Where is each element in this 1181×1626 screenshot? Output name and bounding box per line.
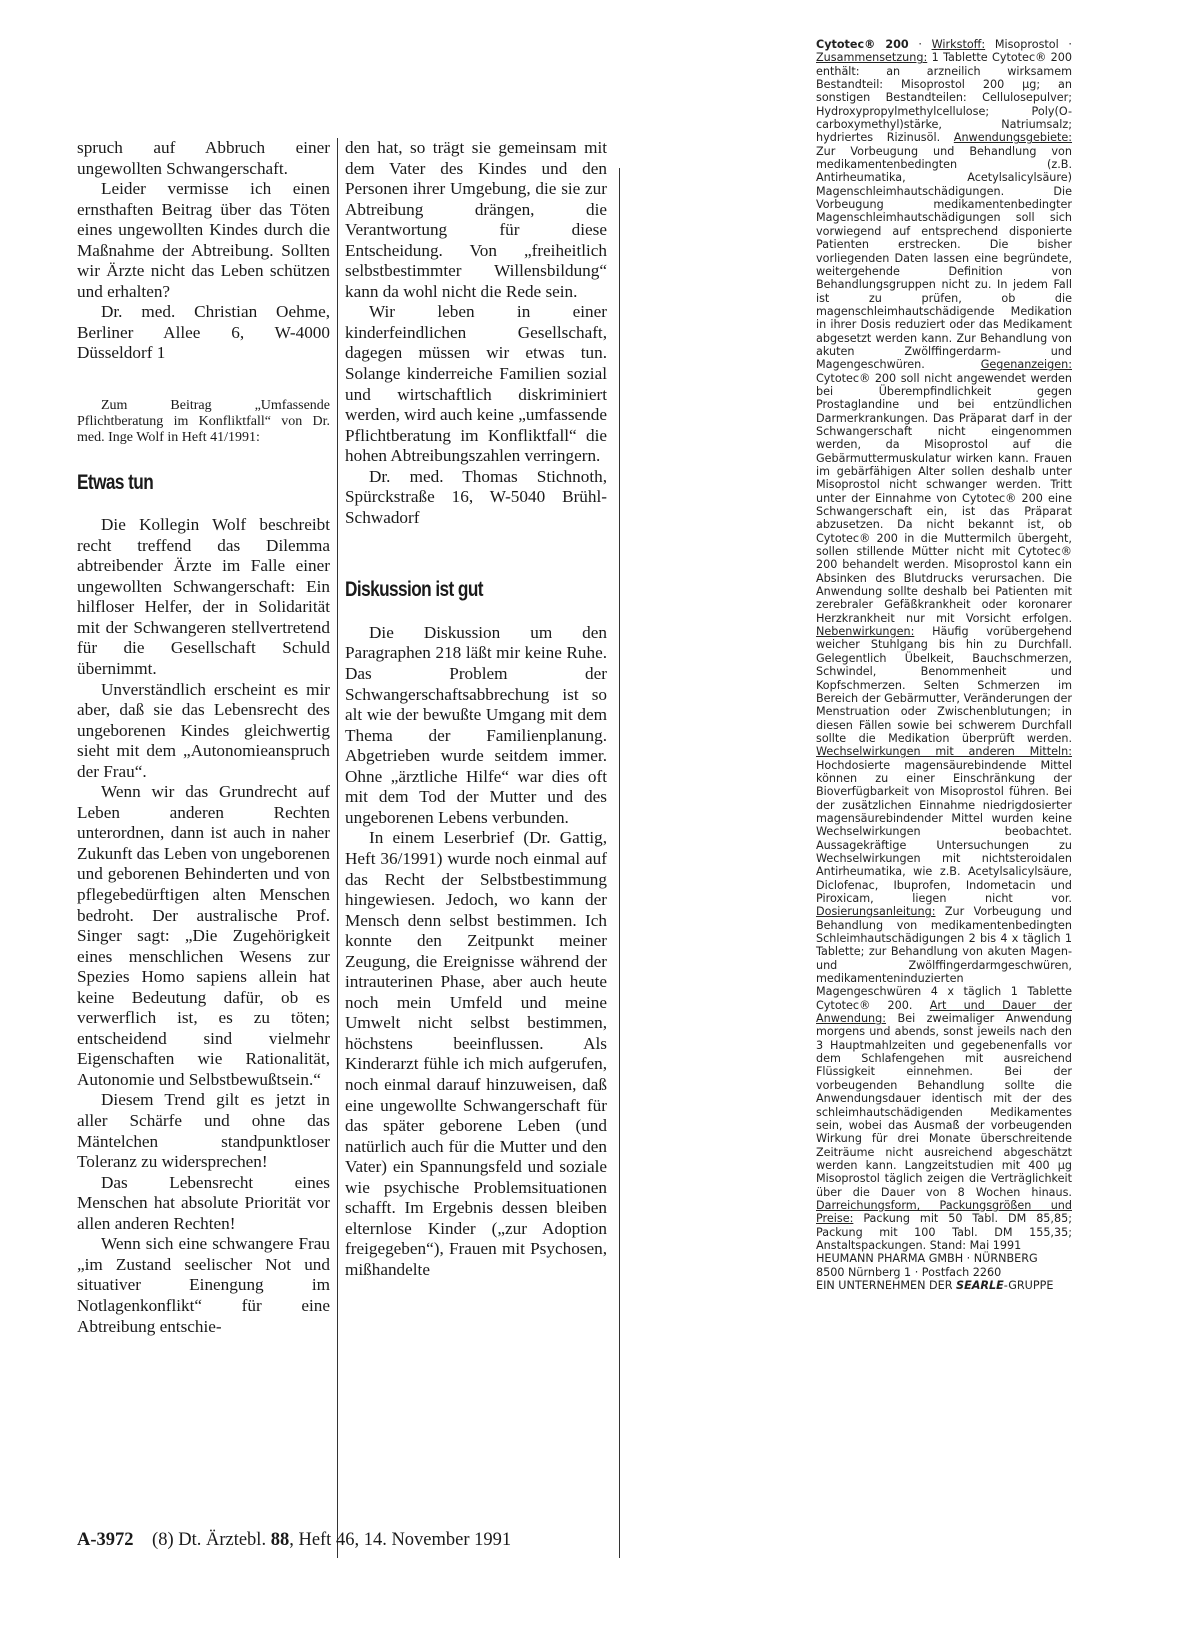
column-rule-left — [337, 138, 338, 1558]
letter-signature: Dr. med. Christian Oehme, Berliner Allee 6, W-4000 Düsseldorf 1 — [77, 302, 330, 363]
group-suffix: -GRUPPE — [1003, 1278, 1054, 1292]
article-column-2 — [345, 138, 607, 1280]
product-name: Cytotec® 200 — [816, 38, 909, 51]
section-text: Zur Vorbeugung und Behandlung von medikamentenbedingten Schleimhautschädigungen 2 bis 4 x täglich 1 Tablette; zur Behandlung von akuten Magen- und Zwölffingerdarmgeschwüren, medikamenteninduzierten Magengeschwüren 4 x täglich 1 Tablette Cytotec® 200. — [816, 905, 1072, 1012]
letter-continuation: spruch auf Abbruch einer ungewollten Schwangerschaft. — [77, 138, 330, 178]
section-label: Wirkstoff: — [931, 38, 986, 51]
company-address: 8500 Nürnberg 1 · Postfach 2260 — [816, 1265, 1002, 1279]
letter-intro: Zum Beitrag „Umfassende Pflichtberatung im Konfliktfall“ von Dr. med. Inge Wolf in Heft 41/1991: — [77, 398, 330, 446]
section-label: Dosierungsanleitung: — [816, 905, 936, 919]
letter-signature: Dr. med. Thomas Stichnoth, Spürckstraße 16, W-5040 Brühl-Schwadorf — [345, 466, 607, 527]
section-text: Bei zweimaliger Anwendung morgens und abends, sonst jeweils nach den 3 Hauptmahlzeiten und gegebenenfalls vor dem Schlafengehen mit ausreichend Flüssigkeit einnehmen. Bei der vorbeugenden Behandlung sollte die Anwendungsdauer identisch mit der des schleimhautschädigenden Medikamentes sein, wobei das Ausmaß der vorbeugenden Wirkung für drei Monate überschreitende Zeiträume nicht ausreichend abgeschätzt werden kann. Langzeitstudien mit 400 µg Misoprostol täglich zeigen die Verträglichkeit über die Dauer von 8 Wochen hinaus. — [816, 1012, 1072, 1199]
section-text: Packung mit 50 Tabl. DM 85,85; Packung mit 100 Tabl. DM 155,35; Anstaltspackungen. Stand: Mai 1991 — [816, 1212, 1072, 1252]
section-label: Zusammensetzung: — [816, 51, 928, 65]
section-text: Häufig vorübergehend weicher Stuhlgang bis hin zu Durchfall. Gelegentlich Übelkeit, Bauchschmerzen, Schwindel, Benommenheit und Kopfschmerzen. Selten Schmerzen im Bereich der Gebärmutter, Veränderungen der Menstruation oder Zwischenblutungen; in diesen Fällen sowie bei schwerem Durchfall sollte die Medikation überprüft werden. — [816, 625, 1072, 745]
letter-paragraph: Das Lebensrecht eines Menschen hat absolute Priorität vor allen anderen Rechten! — [77, 1172, 330, 1233]
section-text: Zur Vorbeugung und Behandlung von medikamentenbedingten (z.B. Antirheumatika, Acetylsalicylsäure) Magenschleimhautschädigungen. Die Vorbeugung medikamentenbedingter Magenschleimhautschädigungen soll sich vorwiegend auf entsprechend disponierte Patienten erstrecken. Die bisher vorliegenden Daten lassen eine begründete, weitergehende Definition von Behandlungsgruppen nicht zu. In jedem Fall ist zu prüfen, ob die magenschleimhautschädigende Medikation in ihrer Dosis reduziert oder das Medikament abgesetzt werden kann. Zur Behandlung von akuten Zwölffingerdarm- und Magengeschwüren. — [816, 144, 1072, 372]
separator: · — [908, 38, 932, 51]
issue-prefix: (8) Dt. Ärztebl. — [152, 1530, 271, 1550]
letter-paragraph: Wir leben in einer kinderfeindlichen Gesellschaft, dagegen müssen wir etwas tun. Solange kinderreiche Familien sozial und wirtschaftlich diskriminiert werden, wird auch keine „umfassende Pflichtberatung im Konfliktfall“ die hohen Abtreibungszahlen verringern. — [345, 302, 608, 466]
page-footer — [77, 1530, 511, 1551]
letter-paragraph: Diesem Trend gilt es jetzt in aller Schärfe und ohne das Mäntelchen standpunktloser Toleranz zu widersprechen! — [77, 1090, 330, 1172]
letter-paragraph: Die Kollegin Wolf beschreibt recht treffend das Dilemma abtreibender Ärzte im Falle einer ungewollten Schwangerschaft: Ein hilfloser Helfer, der in Solidarität mit der Schwangeren stellvertretend für die Gesellschaft Schuld übernimmt. — [77, 515, 330, 678]
section-label: Gegenanzeigen: — [980, 358, 1072, 372]
section-text: Misoprostol · — [985, 38, 1072, 51]
letter-paragraph: Wenn wir das Grundrecht auf Leben anderen Rechten unterordnen, dann ist auch in naher Zukunft das Leben von ungeborenen und geborenen Behinderten und von pflegebedürftigen alten Menschen bedroht. Der australische Prof. Singer sagt: „Die Zugehörigkeit eines menschlichen Wesens zur Spezies Homo sapiens allein hat keine Bedeutung dafür, ob es verwerflich ist, es zu töten; entscheidend sind vielmehr Eigenschaften wie Rationalität, Autonomie und Selbstbewußtsein.“ — [77, 782, 330, 1089]
section-label: Darreichungsform, Packungsgrößen und Preise: — [816, 1198, 1072, 1226]
section-label: Nebenwirkungen: — [816, 625, 915, 639]
article-column-1 — [77, 138, 330, 1337]
company-name: HEUMANN PHARMA GMBH · NÜRNBERG — [816, 1252, 1038, 1266]
section-text: Hochdosierte magensäurebindende Mittel können zu einer Einschränkung der Bioverfügbarkeit von Misoprostol führen. Bei der zusätzlichen Einnahme niedrigdosierter magensäurebindender Mittel wurden keine Wechselwirkungen beobachtet. Aussagekräftige Untersuchungen zu Wechselwirkungen mit nichtsteroidalen Antirheumatika, wie z.B. Acetylsalicylsäure, Diclofenac, Ibuprofen, Indometacin und Piroxicam, liegen nicht vor. — [816, 758, 1072, 905]
letter-continuation: den hat, so trägt sie gemeinsam mit dem Vater des Kindes und den Personen ihrer Umgebung, die sie zur Abtreibung drängen, die Verantwortung für diese Entscheidung. Von „freiheitlich selbstbestimmter Willensbildung“ kann da wohl nicht die Rede sein. — [345, 138, 607, 301]
letter-heading: Diskussion ist gut — [345, 578, 483, 602]
section-label: Anwendungsgebiete: — [953, 131, 1072, 145]
drug-advertisement-text — [816, 38, 1072, 1292]
letter-paragraph: Unverständlich erscheint es mir aber, daß sie das Lebensrecht des ungeborenen Kindes gleichwertig sieht mit dem „Autonomieanspruch der Frau“. — [77, 679, 330, 781]
volume-number: 88 — [270, 1530, 290, 1550]
letter-paragraph: Leider vermisse ich einen ernsthaften Beitrag über das Töten eines ungewollten Kindes durch die Maßnahme der Abtreibung. Sollten wir Ärzte nicht das Leben schützen und erhalten? — [77, 179, 330, 301]
letter-paragraph: Die Diskussion um den Paragraphen 218 läßt mir keine Ruhe. Das Problem der Schwangerschaftsabbrechung ist so alt wie der bewußte Umgang mit dem Thema der Familienplanung. Abgetrieben wurde seitdem immer. Ohne „ärztliche Hilfe“ war dies oft mit dem Tod der Mutter und des ungeborenen Lebens verbunden. — [345, 622, 607, 827]
page-number: A-3972 — [77, 1530, 134, 1550]
searle-logo: SEARLE — [956, 1278, 1004, 1292]
section-label: Wechselwirkungen mit anderen Mitteln: — [816, 745, 1072, 759]
letter-paragraph: In einem Leserbrief (Dr. Gattig, Heft 36/1991) wurde noch einmal auf das Recht der Selbstbestimmung hingewiesen. Jedoch, wo kann der Mensch denn selbst bestimmen. Ich konnte den Zeitpunkt meiner Zeugung, die Ereignisse während der intrauterinen Phase, aber auch heute noch mein Umfeld und meine Umwelt nicht selbst bestimmen, höchstens beeinflussen. Als Kinderarzt fühle ich mich aufgerufen, noch einmal darauf hinzuweisen, daß eine ungewollte Schwangerschaft für das später geborene Leben (und natürlich auch für die Mutter und den Vater) ein Spannungsfeld und soziale wie psychische Problemsituationen schafft. Im Ergebnis dessen bleiben elternlose Kinder („zur Adoption freigegeben“), Frauen mit Psychosen, mißhandelte — [345, 828, 607, 1279]
section-label: Art und Dauer der Anwendung: — [816, 998, 1072, 1026]
issue-suffix: , Heft 46, 14. November 1991 — [289, 1530, 512, 1550]
group-prefix: EIN UNTERNEHMEN DER — [816, 1278, 957, 1292]
section-text: 1 Tablette Cytotec® 200 enthält: an arzneilich wirksamem Bestandteil: Misoprostol 200 µg; an sonstigen Bestandteilen: Cellulosepulver; Hydroxypropylmethylcellulose; Poly(O-carboxymethyl)stärke, Natriumsalz; hydriertes Rizinusöl. — [816, 51, 1072, 145]
section-text: Cytotec® 200 soll nicht angewendet werden bei Überempfindlichkeit gegen Prostaglandine und bei entzündlichen Darmerkrankungen. Das Präparat darf in der Schwangerschaft nicht eingenommen werden, da Misoprostol auf die Gebärmuttermuskulatur wirken kann. Frauen im gebärfähigen Alter sollen deshalb unter Misoprostol nicht schwanger werden. Tritt unter der Einnahme von Cytotec® 200 eine Schwangerschaft ein, ist das Präparat abzusetzen. Da nicht bekannt ist, ob Cytotec® 200 in die Muttermilch übergeht, sollen stillende Mütter nicht mit Cytotec® 200 behandelt werden. Misoprostol kann ein Absinken des Blutdrucks verursachen. Die Anwendung sollte deshalb bei Patienten mit zerebraler Gefäßkrankheit oder koronarer Herzkrankheit nur mit Vorsicht erfolgen. — [816, 371, 1072, 625]
letter-heading: Etwas tun — [77, 470, 154, 494]
column-rule-right — [619, 168, 620, 1558]
group-line — [816, 1279, 1072, 1292]
letter-paragraph: Wenn sich eine schwangere Frau „im Zustand seelischer Not und situativer Einengung im Notlagenkonflikt“ für eine Abtreibung entschie- — [77, 1234, 330, 1336]
